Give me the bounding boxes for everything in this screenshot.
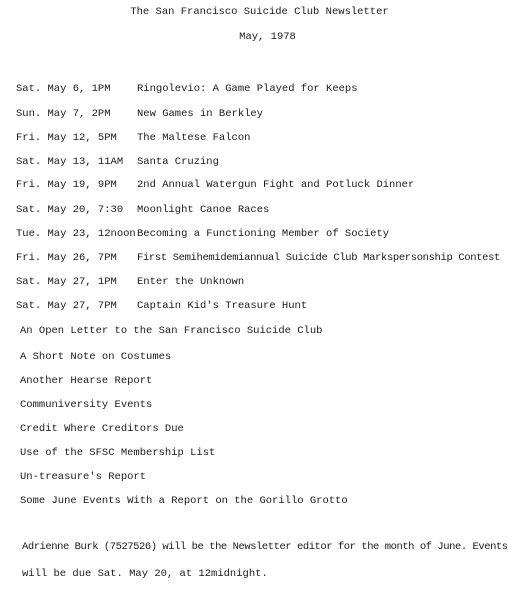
newsletter-title: The San Francisco Suicide Club Newsletter [130,6,389,18]
event-date: Sat. May 27, 1PM [16,276,117,288]
event-item [16,131,250,145]
event-date: Fri. May 26, 7PM [16,252,117,264]
event-title: Santa Cruzing [137,156,219,168]
event-date: Sat. May 6, 1PM [16,83,111,95]
event-title: First Semihemidemiannual Suicide Club Markspersonship Contest [137,252,501,264]
event-date: Sat. May 27, 7PM [16,300,117,312]
event-date: Tue. May 23, 12noon [16,228,136,240]
event-title: Enter the Unknown [137,276,245,288]
event-title: Ringolevio: A Game Played for Keeps [137,83,358,95]
article-title: Another Hearse Report [20,375,153,387]
article-title: Use of the SFSC Membership List [20,447,216,459]
event-item [16,155,219,169]
event-item [16,82,358,96]
event-item [16,203,269,217]
event-title: Becoming a Functioning Member of Society [137,228,390,240]
event-title: New Games in Berkley [137,108,264,120]
article-title: A Short Note on Costumes [20,351,172,363]
event-date: Sun. May 7, 2PM [16,108,111,120]
event-item [16,227,389,241]
editor-note-line-1: Adrienne Burk (7527526) will be the Newsletter editor for the month of June. Events [22,541,508,553]
event-date: Sat. May 13, 11AM [16,156,124,168]
editor-note-line-2: will be due Sat. May 20, at 12midnight. [22,568,268,580]
event-item [16,299,307,313]
event-date: Sat. May 20, 7:30 [16,204,124,216]
event-title: Moonlight Canoe Races [137,204,270,216]
event-date: Fri. May 19, 9PM [16,179,117,191]
event-title: Captain Kid's Treasure Hunt [137,300,308,312]
article-title: Un-treasure's Report [20,471,147,483]
event-title: 2nd Annual Watergun Fight and Potluck Dinner [137,179,415,191]
article-title: Credit Where Creditors Due [20,423,184,435]
event-item [16,251,500,265]
newsletter-date: May, 1978 [239,31,296,43]
article-title: An Open Letter to the San Francisco Suicide Club [20,325,323,337]
event-item [16,107,263,121]
event-item [16,275,244,289]
article-title: Communiversity Events [20,399,153,411]
event-date: Fri. May 12, 5PM [16,132,117,144]
event-title: The Maltese Falcon [137,132,251,144]
article-title: Some June Events With a Report on the Gorillo Grotto [20,495,348,507]
event-item [16,178,414,192]
